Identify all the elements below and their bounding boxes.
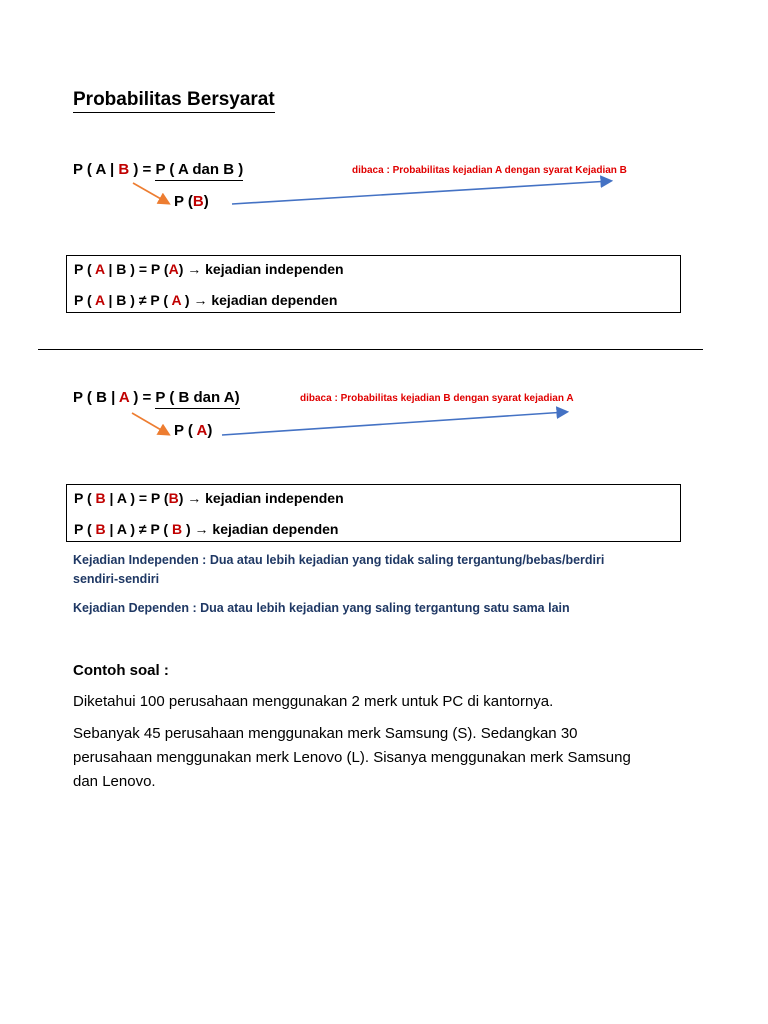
cond-text: | B ) = P ( bbox=[104, 261, 169, 277]
cond-text: P ( bbox=[74, 521, 96, 537]
denominator-var: B bbox=[192, 193, 204, 210]
cond-var: B bbox=[171, 521, 183, 537]
cond-text: ) → kejadian independen bbox=[178, 490, 344, 506]
cond-var: A bbox=[171, 292, 182, 308]
denominator-prefix: P ( bbox=[174, 193, 193, 210]
denominator-var: A bbox=[196, 422, 208, 439]
example-paragraph-2-line1: Sebanyak 45 perusahaan menggunakan merk Samsung (S). Sedangkan 30 bbox=[73, 725, 578, 742]
formula-numerator: P ( A dan B ) bbox=[155, 161, 243, 181]
cond-var: B bbox=[95, 521, 106, 537]
cond-var: A bbox=[95, 292, 105, 308]
cond-text: ) → kejadian dependen bbox=[182, 521, 339, 537]
cond-var: A bbox=[95, 261, 105, 277]
formula-reading-note: dibaca : Probabilitas kejadian B dengan syarat kejadian A bbox=[300, 393, 574, 404]
formula-numerator: P ( B dan A) bbox=[155, 389, 239, 409]
example-paragraph-2-line3: dan Lenovo. bbox=[73, 773, 156, 790]
orange-arrow-2 bbox=[132, 413, 168, 434]
definition-dependen: Kejadian Dependen : Dua atau lebih kejadian yang saling tergantung satu sama lain bbox=[73, 601, 570, 615]
cond-text: P ( bbox=[74, 292, 96, 308]
page-title: Probabilitas Bersyarat bbox=[73, 89, 275, 113]
denominator-suffix: ) bbox=[203, 193, 209, 210]
definition-independen-line1: Kejadian Independen : Dua atau lebih kejadian yang tidak saling tergantung/bebas/berdiri bbox=[73, 553, 605, 567]
denominator-prefix: P ( bbox=[174, 422, 197, 439]
cond-text: | A ) = P ( bbox=[105, 490, 169, 506]
formula-lhs-prefix: P ( B | bbox=[73, 389, 119, 406]
formula-given-var: B bbox=[118, 161, 130, 178]
blue-arrow-1 bbox=[232, 181, 610, 204]
blue-arrow-2 bbox=[222, 412, 566, 435]
cond-var: B bbox=[168, 490, 179, 506]
definition-independen-line2: sendiri-sendiri bbox=[73, 572, 160, 586]
cond-var: A bbox=[168, 261, 179, 277]
formula-lhs-suffix: ) = bbox=[129, 389, 156, 406]
example-paragraph-2-line2: perusahaan menggunakan merk Lenovo (L). Sisanya menggunakan merk Samsung bbox=[73, 749, 631, 766]
formula-reading-note: dibaca : Probabilitas kejadian A dengan syarat Kejadian B bbox=[352, 165, 627, 176]
formula-given-var: A bbox=[118, 389, 130, 406]
example-paragraph-1: Diketahui 100 perusahaan menggunakan 2 merk untuk PC di kantornya. bbox=[73, 693, 554, 710]
cond-text: P ( bbox=[74, 490, 96, 506]
example-heading: Contoh soal : bbox=[73, 662, 169, 679]
formula-lhs-suffix: ) = bbox=[129, 161, 156, 178]
cond-text: | B ) ≠ P ( bbox=[104, 292, 172, 308]
cond-text: P ( bbox=[74, 261, 96, 277]
formula-lhs-prefix: P ( A | bbox=[73, 161, 119, 178]
cond-text: ) → kejadian independen bbox=[178, 261, 344, 277]
cond-text: | A ) ≠ P ( bbox=[105, 521, 172, 537]
cond-text: ) → kejadian dependen bbox=[181, 292, 338, 308]
orange-arrow-1 bbox=[133, 183, 168, 203]
denominator-suffix: ) bbox=[207, 422, 213, 439]
cond-var: B bbox=[95, 490, 106, 506]
